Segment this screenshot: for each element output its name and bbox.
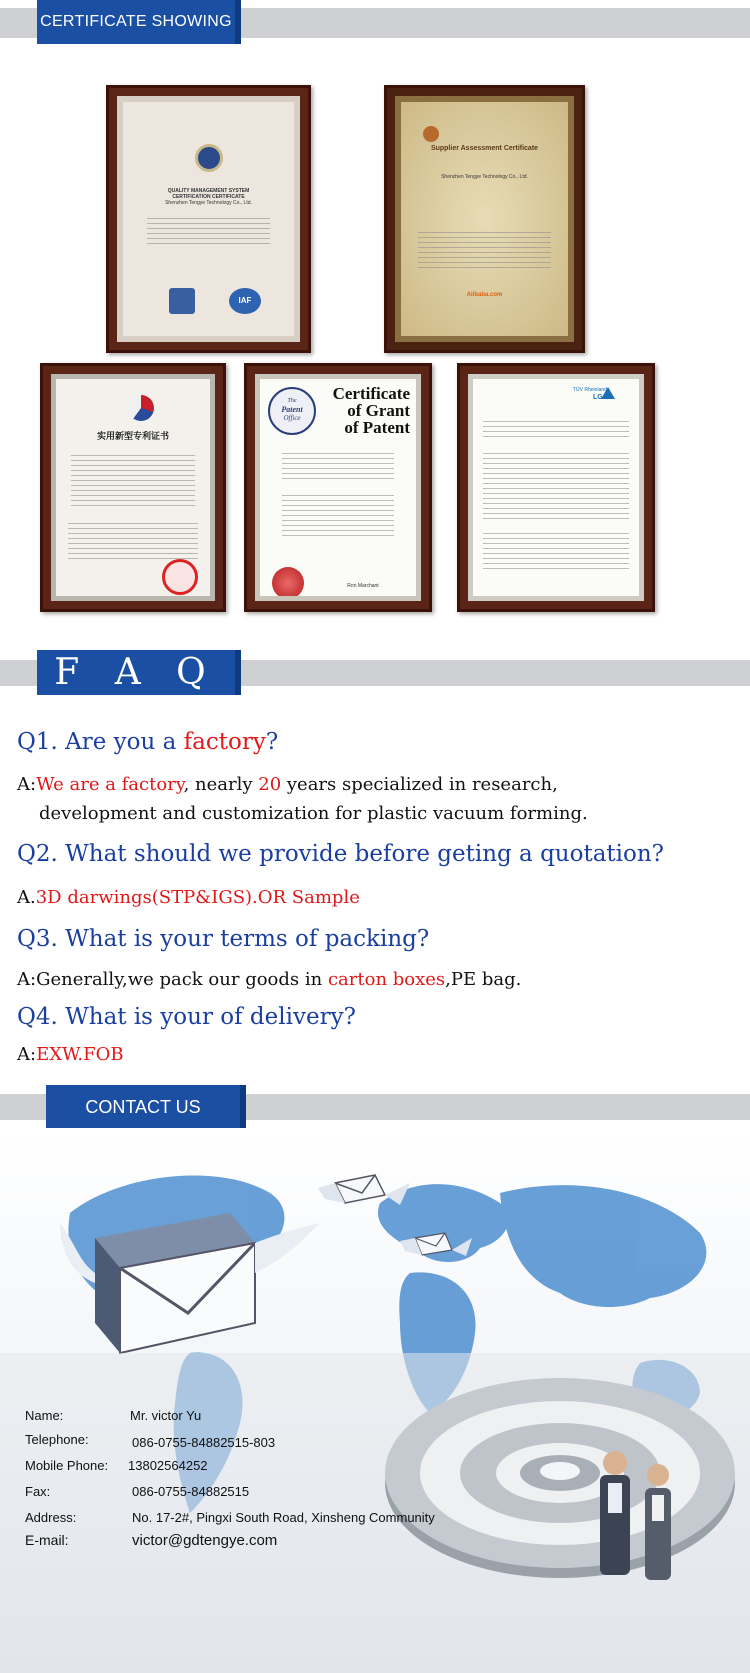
contact-name-label: Name:: [25, 1408, 64, 1423]
red-official-seal-icon: [162, 559, 198, 595]
faq-a1-highlight-2: 20: [258, 774, 282, 795]
iaf-badge: IAF: [229, 288, 261, 314]
faq-question-3: Q3. What is your terms of packing?: [17, 926, 430, 952]
faq-a3-highlight: carton boxes: [327, 969, 446, 990]
grant-head-2: of Grant: [347, 401, 410, 420]
contact-telephone-label: Telephone:: [25, 1432, 89, 1447]
faq-q1-highlight: factory: [183, 729, 266, 755]
supplier-seal-icon: [423, 126, 439, 142]
certificate-header-title: CERTIFICATE SHOWING: [40, 13, 232, 30]
contact-banner: [0, 1133, 750, 1673]
flying-envelope-icon: [318, 1175, 410, 1205]
qms-subtitle: CERTIFICATION CERTIFICATE: [172, 194, 245, 200]
faq-answer-4: [17, 1044, 124, 1065]
faq-a2-highlight: 3D darwings(STP&IGS).OR Sample: [35, 887, 360, 908]
faq-a3-end: ,PE bag.: [445, 969, 522, 990]
cn-patent-fields: [71, 451, 194, 509]
contact-address-value: No. 17-2#, Pingxi South Road, Xinsheng Community: [132, 1510, 435, 1525]
tuv-brand: TÜV Rheinland: [573, 387, 607, 393]
certification-seal-icon: [195, 144, 223, 172]
contact-address-label: Address:: [25, 1510, 77, 1525]
contact-illustration: [0, 1133, 750, 1673]
contact-telephone-value[interactable]: 086-0755-84882515-803: [132, 1435, 276, 1450]
contact-header-title: CONTACT US: [85, 1097, 201, 1117]
office-line-1: The: [287, 398, 297, 404]
faq-answer-1: [17, 774, 558, 795]
certificate-header-tab: [37, 0, 235, 44]
grant-fields: [282, 449, 394, 483]
supplier-title: Supplier Assessment Certificate: [430, 145, 539, 152]
grant-heading: [333, 385, 410, 436]
grant-signer: Ron Marchant: [347, 583, 379, 589]
faq-question-4: Q4. What is your of delivery?: [17, 1004, 356, 1030]
ukas-mark-icon: [169, 288, 195, 314]
certificate-quality-management: [106, 85, 311, 353]
faq-a4-prefix: A:: [17, 1044, 37, 1065]
grant-head-3: of Patent: [344, 418, 410, 437]
test-report-footer: [483, 529, 629, 571]
faq-header-title: F A Q: [54, 652, 218, 693]
office-line-2: Patent: [281, 405, 303, 414]
lga-logo: LGA: [593, 394, 608, 401]
office-line-3: Office: [283, 414, 301, 422]
qms-body-text: [147, 214, 270, 244]
faq-header-tab: [37, 650, 235, 695]
faq-answer-3: [17, 969, 521, 990]
qms-title: QUALITY MANAGEMENT SYSTEM: [167, 188, 250, 194]
contact-mobile-value[interactable]: 13802564252: [128, 1458, 208, 1473]
grant-body: [282, 491, 394, 537]
faq-a3-prefix: A:Generally,we pack our goods in: [17, 969, 328, 990]
contact-fax-label: Fax:: [25, 1484, 51, 1499]
at-symbol-icon: [385, 1378, 735, 1578]
certificate-cn-utility-patent: [40, 363, 226, 612]
grant-head-1: Certificate: [332, 384, 410, 403]
contact-mobile-label: Mobile Phone:: [25, 1458, 109, 1473]
faq-a1-highlight-1: We are a factory: [36, 774, 184, 795]
certificate-grant-of-patent: [244, 363, 432, 612]
test-report-header: [483, 417, 629, 441]
faq-question-1: [17, 729, 278, 755]
contact-email-value[interactable]: victor@gdtengye.com: [132, 1532, 278, 1549]
supplier-company: Shenzhen Tengye Technology Co., Ltd.: [441, 174, 528, 180]
contact-email-label: E-mail:: [25, 1532, 69, 1548]
faq-question-2: Q2. What should we provide before geting a quotation?: [17, 841, 665, 867]
certificate-test-report: [457, 363, 655, 612]
faq-q1-end: ?: [265, 729, 279, 755]
faq-a1-prefix: A:: [17, 774, 37, 795]
faq-a1-mid: , nearly: [183, 774, 259, 795]
red-wax-seal-icon: [272, 567, 304, 599]
certificate-supplier-assessment: [384, 85, 585, 353]
faq-q1-text: Q1. Are you a: [17, 729, 184, 755]
cn-patent-body: [68, 519, 197, 559]
contact-fax-value: 086-0755-84882515: [132, 1484, 250, 1499]
contact-header-tab: [46, 1085, 240, 1128]
supplier-table: [418, 228, 552, 272]
faq-a4-highlight: EXW.FOB: [36, 1044, 124, 1065]
supplier-brand: Alibaba.com: [466, 292, 503, 298]
faq-answer-1-line-2: development and customization for plastic vacuum forming.: [39, 803, 588, 824]
faq-answer-2: [17, 887, 360, 908]
cn-patent-title: 实用新型专利证书: [96, 431, 169, 441]
patent-office-logo-icon: [128, 395, 154, 421]
faq-a1-end: years specialized in research,: [281, 774, 558, 795]
qms-company: Shenzhen Tengye Technology Co., Ltd.: [165, 200, 252, 206]
faq-a2-prefix: A.: [17, 887, 36, 908]
patent-office-roundel: [268, 387, 316, 435]
test-report-body: [483, 449, 629, 521]
contact-name-value: Mr. victor Yu: [130, 1408, 202, 1423]
